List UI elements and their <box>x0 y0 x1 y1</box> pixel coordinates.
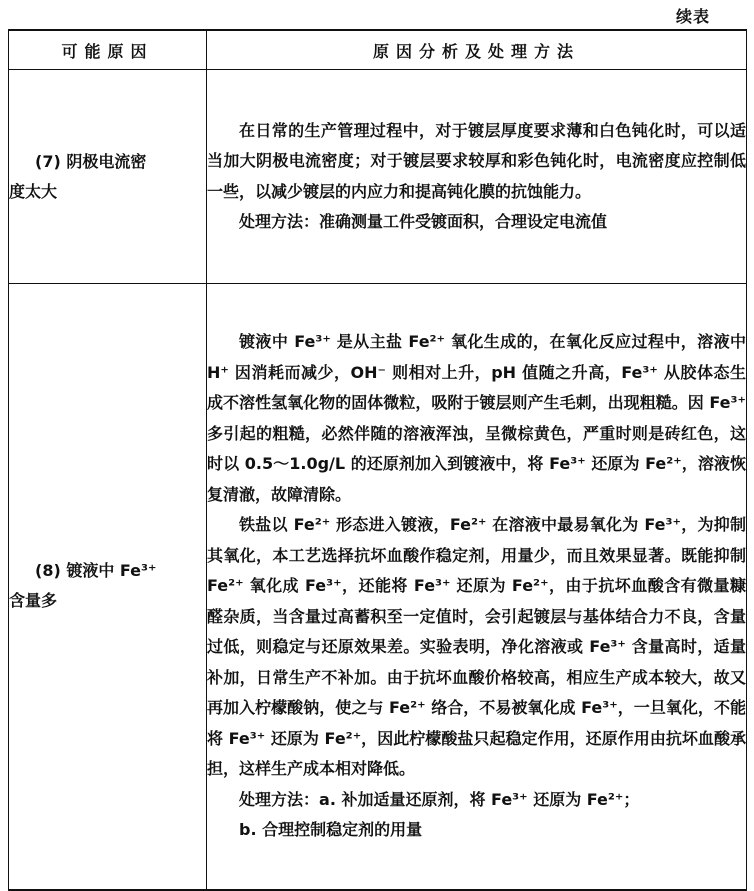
column-header-analysis: 原因分析及处理方法 <box>207 30 747 70</box>
continued-table-label: 续表 <box>676 7 711 26</box>
cause-cell <box>9 284 207 890</box>
cause-cell <box>9 70 207 284</box>
treatment-method-text-2: b. 合理控制稳定剂的用量 <box>239 820 423 839</box>
analysis-cell <box>207 70 747 284</box>
treatment-method <box>207 207 746 238</box>
table-row <box>9 70 747 284</box>
treatment-method-text: a. 补加适量还原剂，将 Fe³⁺ 还原为 Fe²⁺； <box>319 789 640 809</box>
analysis-paragraph: 铁盐以 Fe²⁺ 形态进入镀液，Fe²⁺ 在溶液中最易氧化为 Fe³⁺，为抑制其氧化，本工艺选择抗坏血酸作稳定剂，用量少，而且效果显著。既能抑制 Fe²⁺ 氧化成 Fe³⁺，还能将 Fe³⁺ 还原为 Fe²⁺，由于抗坏血酸含有微量糠醛杂质，当含量过高蓄积至一定值时，会引起镀层与基体结合力不良，含量过低，则稳定与还原效果差。实验表明，净化溶液或 Fe³⁺ 含量高时，适量补加，日常生产不补加。由于抗坏血酸价格较高，相应生产成本较大，故又再加入柠檬酸钠，使之与 Fe²⁺ 络合，不易被氧化成 Fe³⁺，一旦氧化，不能将 Fe³⁺ 还原为 Fe²⁺，因此柠檬酸盐只起稳定作用，还原作用由抗坏血酸承担，这样生产成本相对降低。 <box>207 515 746 778</box>
table-header-row <box>9 30 747 70</box>
table-row <box>9 284 747 890</box>
cause-text-line2: 度太大 <box>9 181 58 201</box>
cause-analysis-table <box>8 29 747 891</box>
treatment-method-label: 处理方法： <box>239 789 320 809</box>
analysis-cell <box>207 284 747 890</box>
treatment-method-text: 准确测量工件受镀面积，合理设定电流值 <box>319 212 608 231</box>
treatment-method <box>207 785 746 816</box>
analysis-paragraph: 镀液中 Fe³⁺ 是从主盐 Fe²⁺ 氧化生成的，在氧化反应过程中，溶液中 H⁺ 因消耗而减少，OH⁻ 则相对上升，pH 值随之升高，Fe³⁺ 从胶体态生成不溶性氢氧化物的固体微粒，吸附于镀层则产生毛刺，出现粗糙。因 Fe³⁺ 多引起的粗糙，必然伴随的溶液浑浊，呈微棕黄色，严重时则是砖红色，这时以 0.5～1.0g/L 的还原剂加入到镀液中，将 Fe³⁺ 还原为 Fe²⁺，溶液恢复清澈，故障清除。 <box>207 332 746 504</box>
cause-text-line1: (7) 阴极电流密 <box>35 151 147 171</box>
cause-text-line2: 含量多 <box>9 591 58 611</box>
treatment-method-label: 处理方法： <box>239 212 320 231</box>
cause-text-line1: (8) 镀液中 Fe³⁺ <box>35 561 157 581</box>
analysis-paragraph: 在日常的生产管理过程中，对于镀层厚度要求薄和白色钝化时，可以适当加大阴极电流密度；对于镀层要求较厚和彩色钝化时，电流密度应控制低一些，以减少镀层的内应力和提高钝化膜的抗蚀能力。 <box>207 120 746 201</box>
column-header-cause: 可能原因 <box>9 30 207 70</box>
